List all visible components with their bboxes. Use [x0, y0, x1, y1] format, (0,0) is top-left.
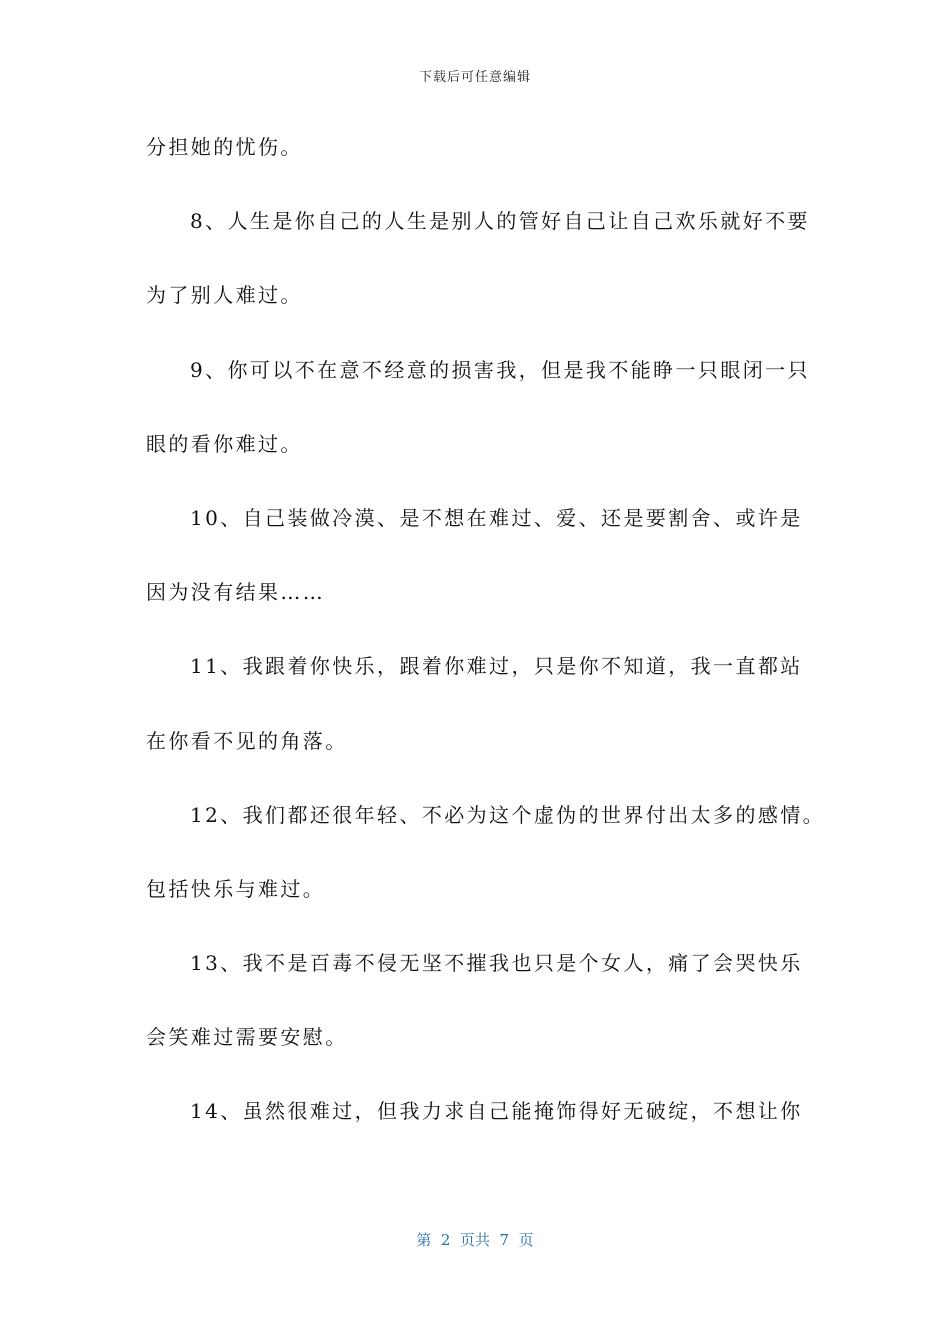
text-line: 分担她的忧伤。: [146, 135, 303, 159]
text-line: 在你看不见的角落。: [146, 728, 348, 753]
page-footer: 第 2 页共 7 页: [416, 1231, 534, 1249]
text-line: 12、我们都还很年轻、不必为这个虚伪的世界付出太多的感情。: [190, 802, 826, 827]
text-line: 13、我不是百毒不侵无坚不摧我也只是个女人，痛了会哭快乐: [190, 951, 803, 976]
text-line: 因为没有结果……: [146, 580, 326, 605]
text-line: 11、我跟着你快乐，跟着你难过，只是你不知道，我一直都站: [190, 654, 803, 679]
text-line: 包括快乐与难过。: [146, 876, 326, 901]
text-line: 10、自己装做冷漠、是不想在难过、爱、还是要割舍、或许是: [190, 505, 803, 530]
text-line: 会笑难过需要安慰。: [146, 1025, 348, 1050]
page-header: 下载后可任意编辑: [418, 70, 531, 85]
text-line: 眼的看你难过。: [146, 431, 303, 456]
text-line: 为了别人难过。: [146, 283, 303, 308]
text-line: 14、虽然很难过，但我力求自己能掩饰得好无破绽，不想让你: [190, 1099, 803, 1124]
text-line: 8、人生是你自己的人生是别人的管好自己让自己欢乐就好不要: [190, 209, 810, 234]
document-body: [146, 128, 826, 1167]
text-line: 9、你可以不在意不经意的损害我，但是我不能睁一只眼闭一只: [190, 357, 810, 382]
